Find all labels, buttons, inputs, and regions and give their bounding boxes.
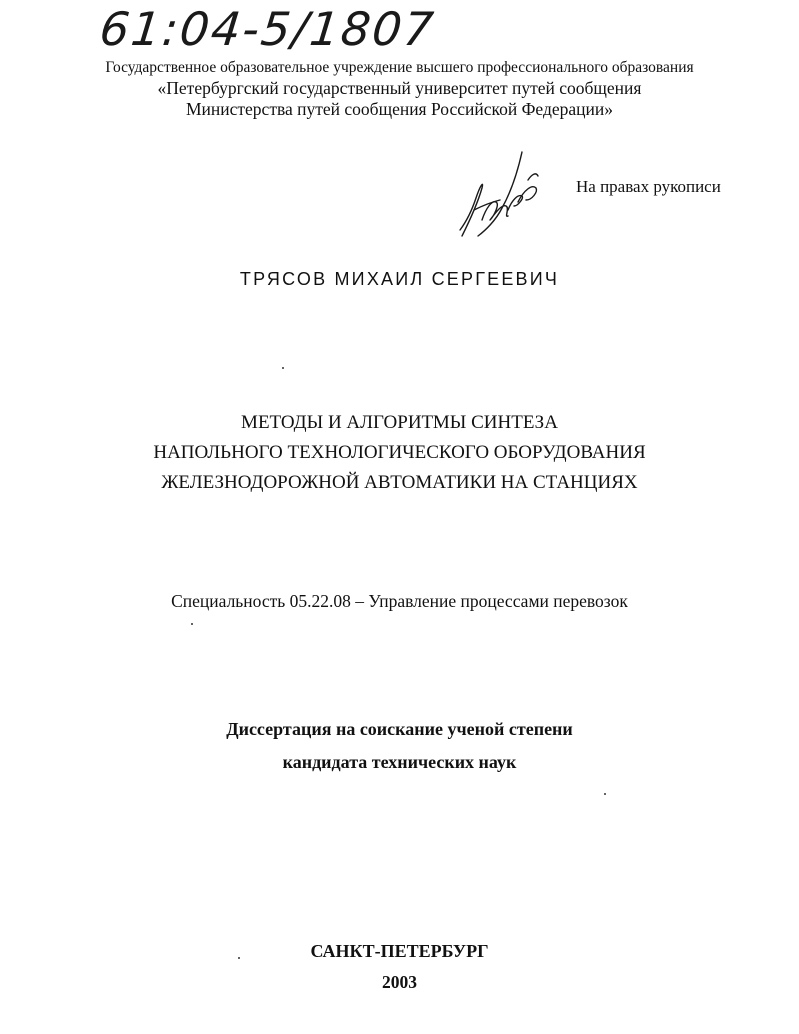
title-line-1: МЕТОДЫ И АЛГОРИТМЫ СИНТЕЗА [241, 412, 558, 433]
institution-line-2: «Петербургский государственный университет путей сообщения [157, 78, 642, 98]
degree-statement [0, 713, 799, 779]
scan-speck [604, 793, 606, 795]
handwritten-registry-code: 61:04-5/1807 [97, 2, 438, 56]
scan-speck [191, 623, 193, 625]
author-signature [452, 150, 542, 242]
title-line-3: ЖЕЛЕЗНОДОРОЖНОЙ АВТОМАТИКИ НА СТАНЦИЯХ [161, 472, 638, 493]
scan-speck [238, 957, 240, 959]
title-line-2: НАПОЛЬНОГО ТЕХНОЛОГИЧЕСКОГО ОБОРУДОВАНИЯ [153, 442, 646, 463]
year: 2003 [382, 972, 417, 992]
manuscript-rights-note: На правах рукописи [576, 177, 721, 196]
city: САНКТ-ПЕТЕРБУРГ [310, 941, 489, 961]
specialty-line: Специальность 05.22.08 – Управление процессами перевозок [171, 591, 628, 611]
dissertation-title [0, 408, 799, 498]
degree-line-1: Диссертация на соискание ученой степени [226, 719, 573, 739]
institution-line-3: Министерства путей сообщения Российской Федерации» [185, 99, 614, 119]
institution-line-1: Государственное образовательное учреждение высшего профессионального образования [105, 59, 694, 76]
institution-block [0, 58, 799, 120]
scan-speck [282, 367, 284, 369]
degree-line-2: кандидата технических наук [282, 752, 517, 772]
author-name: ТРЯСОВ МИХАИЛ СЕРГЕЕВИЧ [239, 269, 560, 289]
